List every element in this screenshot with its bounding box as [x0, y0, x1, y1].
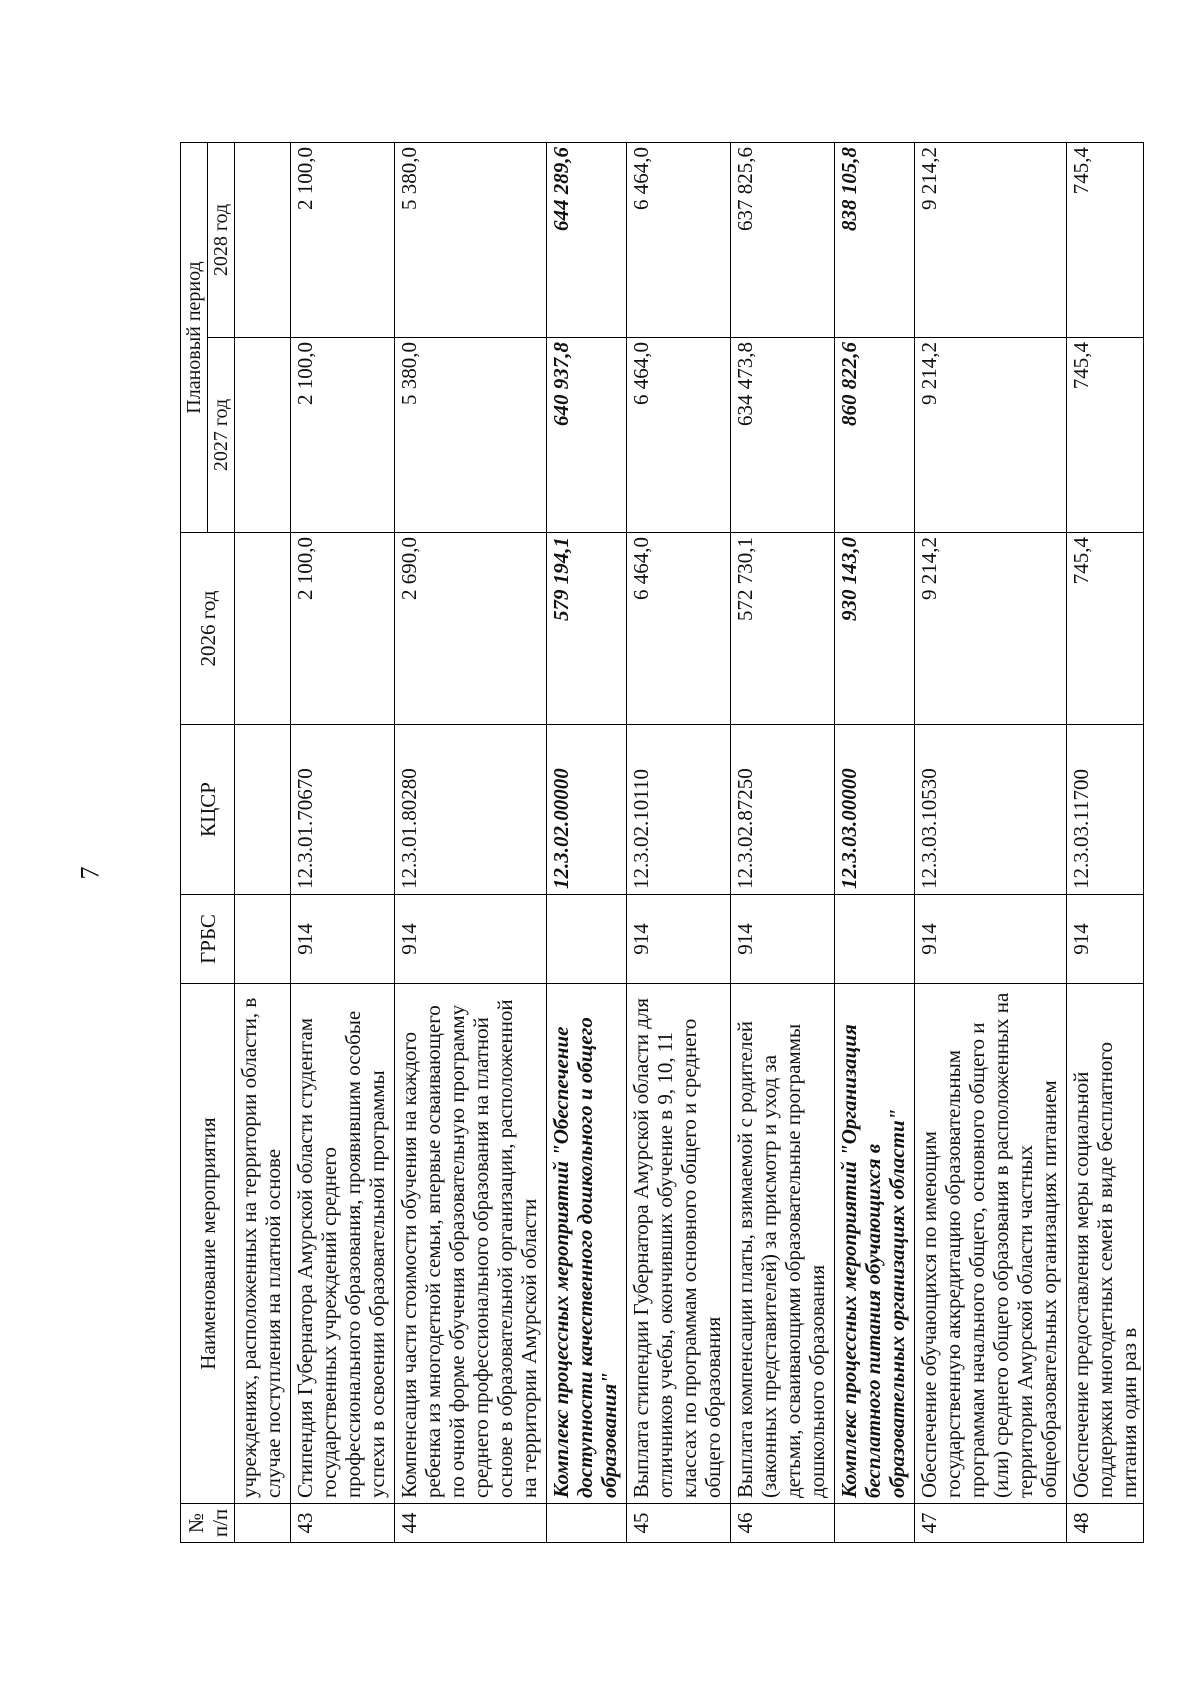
cell-2028: 6 464,0 — [627, 142, 731, 337]
cell-2028: 637 825,6 — [731, 142, 835, 337]
cell-2028: 9 214,2 — [915, 142, 1067, 337]
cell-name: Выплата компенсации платы, взимаемой с родителей (законных представителей) за присмотр и уход за детьми, осваивающими образовательные программы дошкольного образования — [731, 984, 835, 1504]
cell-2026: 745,4 — [1067, 533, 1144, 725]
table-row — [395, 142, 547, 1542]
table-row — [1067, 142, 1144, 1542]
cell-2028: 5 380,0 — [395, 142, 547, 337]
cell-2027: 6 464,0 — [627, 338, 731, 533]
cell-2027: 9 214,2 — [915, 338, 1067, 533]
cell-num: 43 — [291, 1504, 395, 1543]
table-row — [627, 142, 731, 1542]
cell-num — [547, 1504, 627, 1543]
cell-grbs — [235, 895, 291, 984]
cell-num: 45 — [627, 1504, 731, 1543]
cell-kcsr: 12.3.02.10110 — [627, 725, 731, 895]
cell-name: Компенсация части стоимости обучения на каждого ребенка из многодетной семьи, впервые осваивающего по очной форме обучения образовательную программу среднего профессионального образования на платной основе в образовательной организации, расположенной на территории Амурской области — [395, 984, 547, 1504]
cell-name: Обеспечение предоставления меры социальной поддержки многодетных семей в виде бесплатного питания один раз в — [1067, 984, 1144, 1504]
header-2027: 2027 год — [208, 338, 235, 533]
cell-grbs: 914 — [291, 895, 395, 984]
cell-kcsr: 12.3.01.70670 — [291, 725, 395, 895]
cell-2026: 9 214,2 — [915, 533, 1067, 725]
cell-num: 48 — [1067, 1504, 1144, 1543]
cell-grbs — [547, 895, 627, 984]
table-row — [731, 142, 835, 1542]
cell-name: Обеспечение обучающихся по имеющим государственную аккредитацию образовательным программам начального общего, основного общего и (или) среднего общего образования в расположенных на территории Амурской области частных общеобразовательных организациях питанием — [915, 984, 1067, 1504]
cell-2026: 930 143,0 — [835, 533, 915, 725]
cell-2028: 2 100,0 — [291, 142, 395, 337]
cell-num: 47 — [915, 1504, 1067, 1543]
cell-kcsr: 12.3.01.80280 — [395, 725, 547, 895]
table-row — [547, 142, 627, 1542]
header-2026: 2026 год — [181, 533, 235, 725]
cell-2027: 634 473,8 — [731, 338, 835, 533]
cell-2027: 5 380,0 — [395, 338, 547, 533]
cell-name: Стипендия Губернатора Амурской области студентам государственных учреждений среднего профессионального образования, проявившим особые успехи в освоении образовательной программы — [291, 984, 395, 1504]
cell-num: 44 — [395, 1504, 547, 1543]
cell-2028: 644 289,6 — [547, 142, 627, 337]
cell-2027 — [235, 338, 291, 533]
header-name: Наименование мероприятия — [181, 984, 235, 1504]
header-kcsr: КЦСР — [181, 725, 235, 895]
header-2028: 2028 год — [208, 142, 235, 337]
cell-kcsr: 12.3.03.10530 — [915, 725, 1067, 895]
page-number: 7 — [75, 866, 105, 880]
cell-2026: 2 100,0 — [291, 533, 395, 725]
table-body — [235, 142, 1144, 1542]
cell-grbs: 914 — [731, 895, 835, 984]
cell-num — [235, 1504, 291, 1543]
rotated-table-container — [180, 143, 1141, 1543]
budget-table — [180, 142, 1144, 1543]
cell-name: Выплата стипендии Губернатора Амурской области для отличников учебы, окончивших обучение в 9, 10, 11 классах по программам основного общего и среднего общего образования — [627, 984, 731, 1504]
cell-name: Комплекс процессных мероприятий "Обеспечение доступности качественного дошкольного и общего образования" — [547, 984, 627, 1504]
cell-2028 — [235, 142, 291, 337]
cell-grbs: 914 — [627, 895, 731, 984]
cell-grbs: 914 — [1067, 895, 1144, 984]
cell-num — [835, 1504, 915, 1543]
cell-2026: 572 730,1 — [731, 533, 835, 725]
cell-kcsr: 12.3.02.87250 — [731, 725, 835, 895]
cell-2026: 2 690,0 — [395, 533, 547, 725]
cell-grbs: 914 — [915, 895, 1067, 984]
cell-2026: 579 194,1 — [547, 533, 627, 725]
cell-2028: 838 105,8 — [835, 142, 915, 337]
cell-num: 46 — [731, 1504, 835, 1543]
cell-name: Комплекс процессных мероприятий "Организация бесплатного питания обучающихся в образовательных организациях области" — [835, 984, 915, 1504]
cell-2027: 745,4 — [1067, 338, 1144, 533]
cell-kcsr: 12.3.03.00000 — [835, 725, 915, 895]
cell-grbs — [835, 895, 915, 984]
cell-name: учреждениях, расположенных на территории области, в случае поступления на платной основе — [235, 984, 291, 1504]
cell-2026: 6 464,0 — [627, 533, 731, 725]
table-row — [235, 142, 291, 1542]
cell-2027: 2 100,0 — [291, 338, 395, 533]
cell-kcsr — [235, 725, 291, 895]
cell-kcsr: 12.3.03.11700 — [1067, 725, 1144, 895]
cell-kcsr: 12.3.02.00000 — [547, 725, 627, 895]
cell-2026 — [235, 533, 291, 725]
table-row — [835, 142, 915, 1542]
header-num: № п/п — [181, 1504, 235, 1543]
header-plan-period: Плановый период — [181, 142, 208, 532]
table-row — [291, 142, 395, 1542]
header-grbs: ГРБС — [181, 895, 235, 984]
cell-2027: 640 937,8 — [547, 338, 627, 533]
cell-2027: 860 822,6 — [835, 338, 915, 533]
cell-2028: 745,4 — [1067, 142, 1144, 337]
table-row — [915, 142, 1067, 1542]
cell-grbs: 914 — [395, 895, 547, 984]
